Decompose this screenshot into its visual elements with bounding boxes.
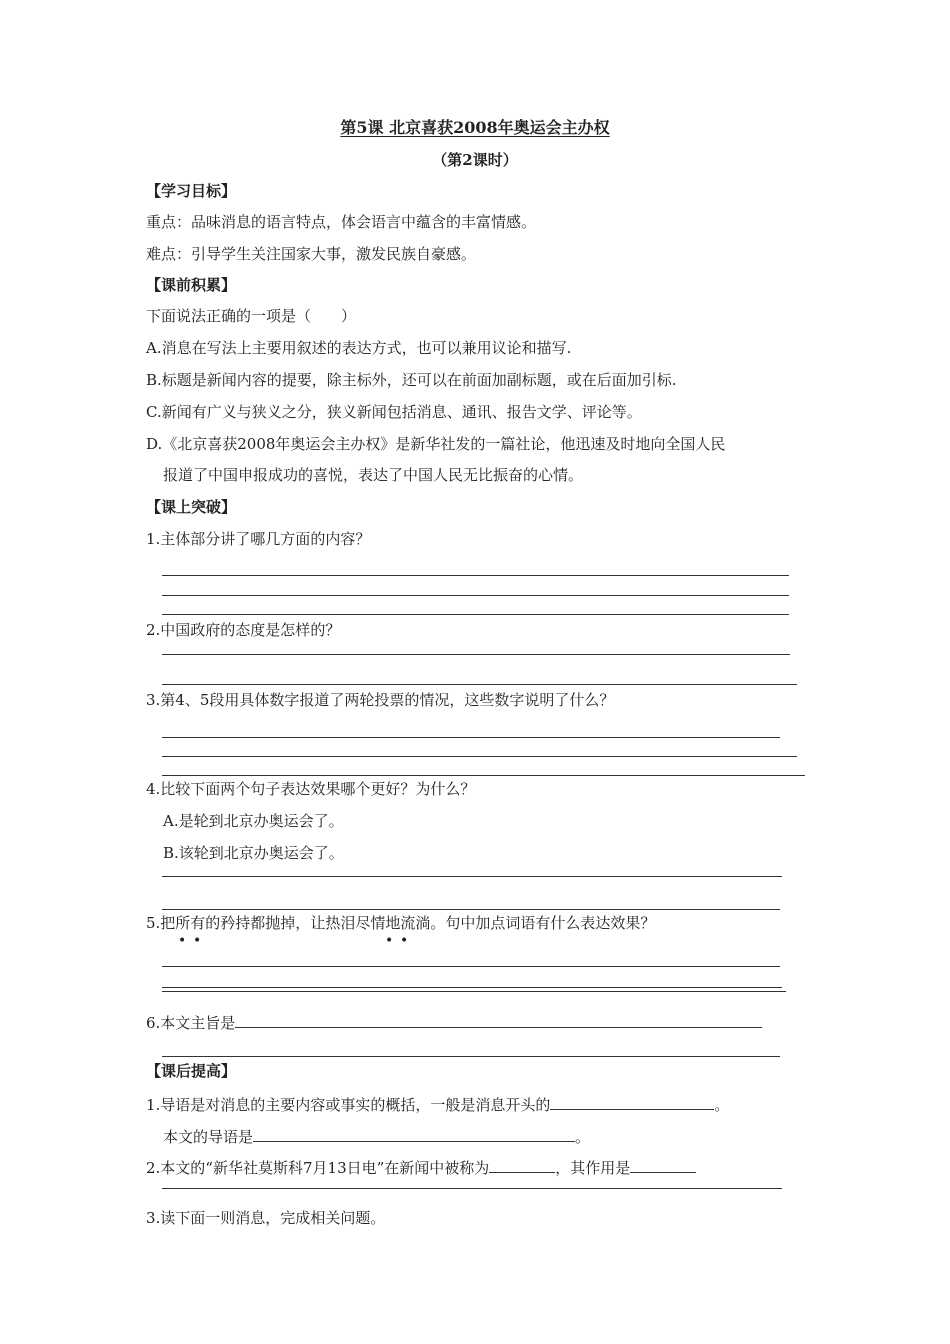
answer-blank[interactable] xyxy=(630,1157,696,1173)
answer-line[interactable] xyxy=(162,1188,782,1189)
answer-line[interactable] xyxy=(162,684,797,685)
answer-line[interactable] xyxy=(162,775,805,776)
question-6: 6.本文主旨是 xyxy=(146,1012,762,1033)
page-subtitle: （第2课时） xyxy=(432,151,518,169)
answer-blank[interactable] xyxy=(550,1094,714,1110)
answer-line[interactable] xyxy=(162,876,782,877)
answer-blank[interactable] xyxy=(235,1012,762,1028)
emphasis-dot: • xyxy=(193,933,202,949)
question-1: 1.主体部分讲了哪几方面的内容？ xyxy=(146,530,371,548)
answer-blank[interactable] xyxy=(253,1126,575,1142)
answer-line[interactable] xyxy=(162,909,780,910)
answer-line[interactable] xyxy=(162,1056,780,1057)
question-2: 2.中国政府的态度是怎样的？ xyxy=(146,621,341,639)
question-4: 4.比较下面两个句子表达效果哪个更好？为什么？ xyxy=(146,780,476,798)
after-question-1-lead: 本文的导语是 。 xyxy=(163,1128,591,1146)
option-d-line2: 报道了中国申报成功的喜悦，表达了中国人民无比振奋的心情。 xyxy=(163,466,584,484)
option-d-line1: D.《北京喜获2008年奥运会主办权》是新华社发的一篇社论，他迅速及时地向全国人民 xyxy=(146,435,726,453)
goal-key-point: 重点：品味消息的语言特点，体会语言中蕴含的丰富情感。 xyxy=(146,213,537,231)
answer-line[interactable] xyxy=(162,991,786,992)
answer-line[interactable] xyxy=(162,756,797,757)
emphasis-dot: • xyxy=(400,933,409,949)
answer-line[interactable] xyxy=(162,575,789,576)
answer-line[interactable] xyxy=(162,614,789,615)
pre-question: 下面说法正确的一项是（ ） xyxy=(146,307,357,325)
goal-difficult-point: 难点：引导学生关注国家大事，激发民族自豪感。 xyxy=(146,245,477,263)
emphasis-dot: • xyxy=(385,933,394,949)
answer-line[interactable] xyxy=(162,654,790,655)
answer-line[interactable] xyxy=(162,987,782,988)
option-b: B.标题是新闻内容的提要，除主标外，还可以在前面加副标题，或在后面加引标. xyxy=(146,371,677,389)
after-question-2: 2.本文的“新华社莫斯科7月13日电”在新闻中被称为 ，其作用是 xyxy=(146,1157,696,1178)
page-title: 第5课 北京喜获2008年奥运会主办权 xyxy=(340,118,610,137)
section-in-class: 【课上突破】 xyxy=(146,498,237,516)
answer-line[interactable] xyxy=(162,737,780,738)
after-question-3: 3.读下面一则消息，完成相关问题。 xyxy=(146,1209,386,1227)
option-a: A.消息在写法上主要用叙述的表达方式，也可以兼用议论和描写. xyxy=(146,339,572,357)
question-5: 5.把所有的矜持都抛掉，让热泪尽情地流淌。句中加点词语有什么表达效果？ xyxy=(146,914,656,932)
answer-line[interactable] xyxy=(162,595,789,596)
sentence-a: A.是轮到北京办奥运会了。 xyxy=(163,812,344,830)
section-pre-class: 【课前积累】 xyxy=(146,276,237,294)
option-c: C.新闻有广义与狭义之分，狭义新闻包括消息、通讯、报告文学、评论等。 xyxy=(146,403,642,421)
answer-line[interactable] xyxy=(162,966,780,967)
sentence-b: B.该轮到北京办奥运会了。 xyxy=(163,844,344,862)
after-question-1: 1.导语是对消息的主要内容或事实的概括，一般是消息开头的 。 xyxy=(146,1096,730,1114)
question-3: 3.第4、5段用具体数字报道了两轮投票的情况，这些数字说明了什么？ xyxy=(146,691,615,709)
section-after-class: 【课后提高】 xyxy=(146,1062,237,1080)
section-goals: 【学习目标】 xyxy=(146,182,237,200)
emphasis-dot: • xyxy=(178,933,187,949)
answer-blank[interactable] xyxy=(489,1157,555,1173)
